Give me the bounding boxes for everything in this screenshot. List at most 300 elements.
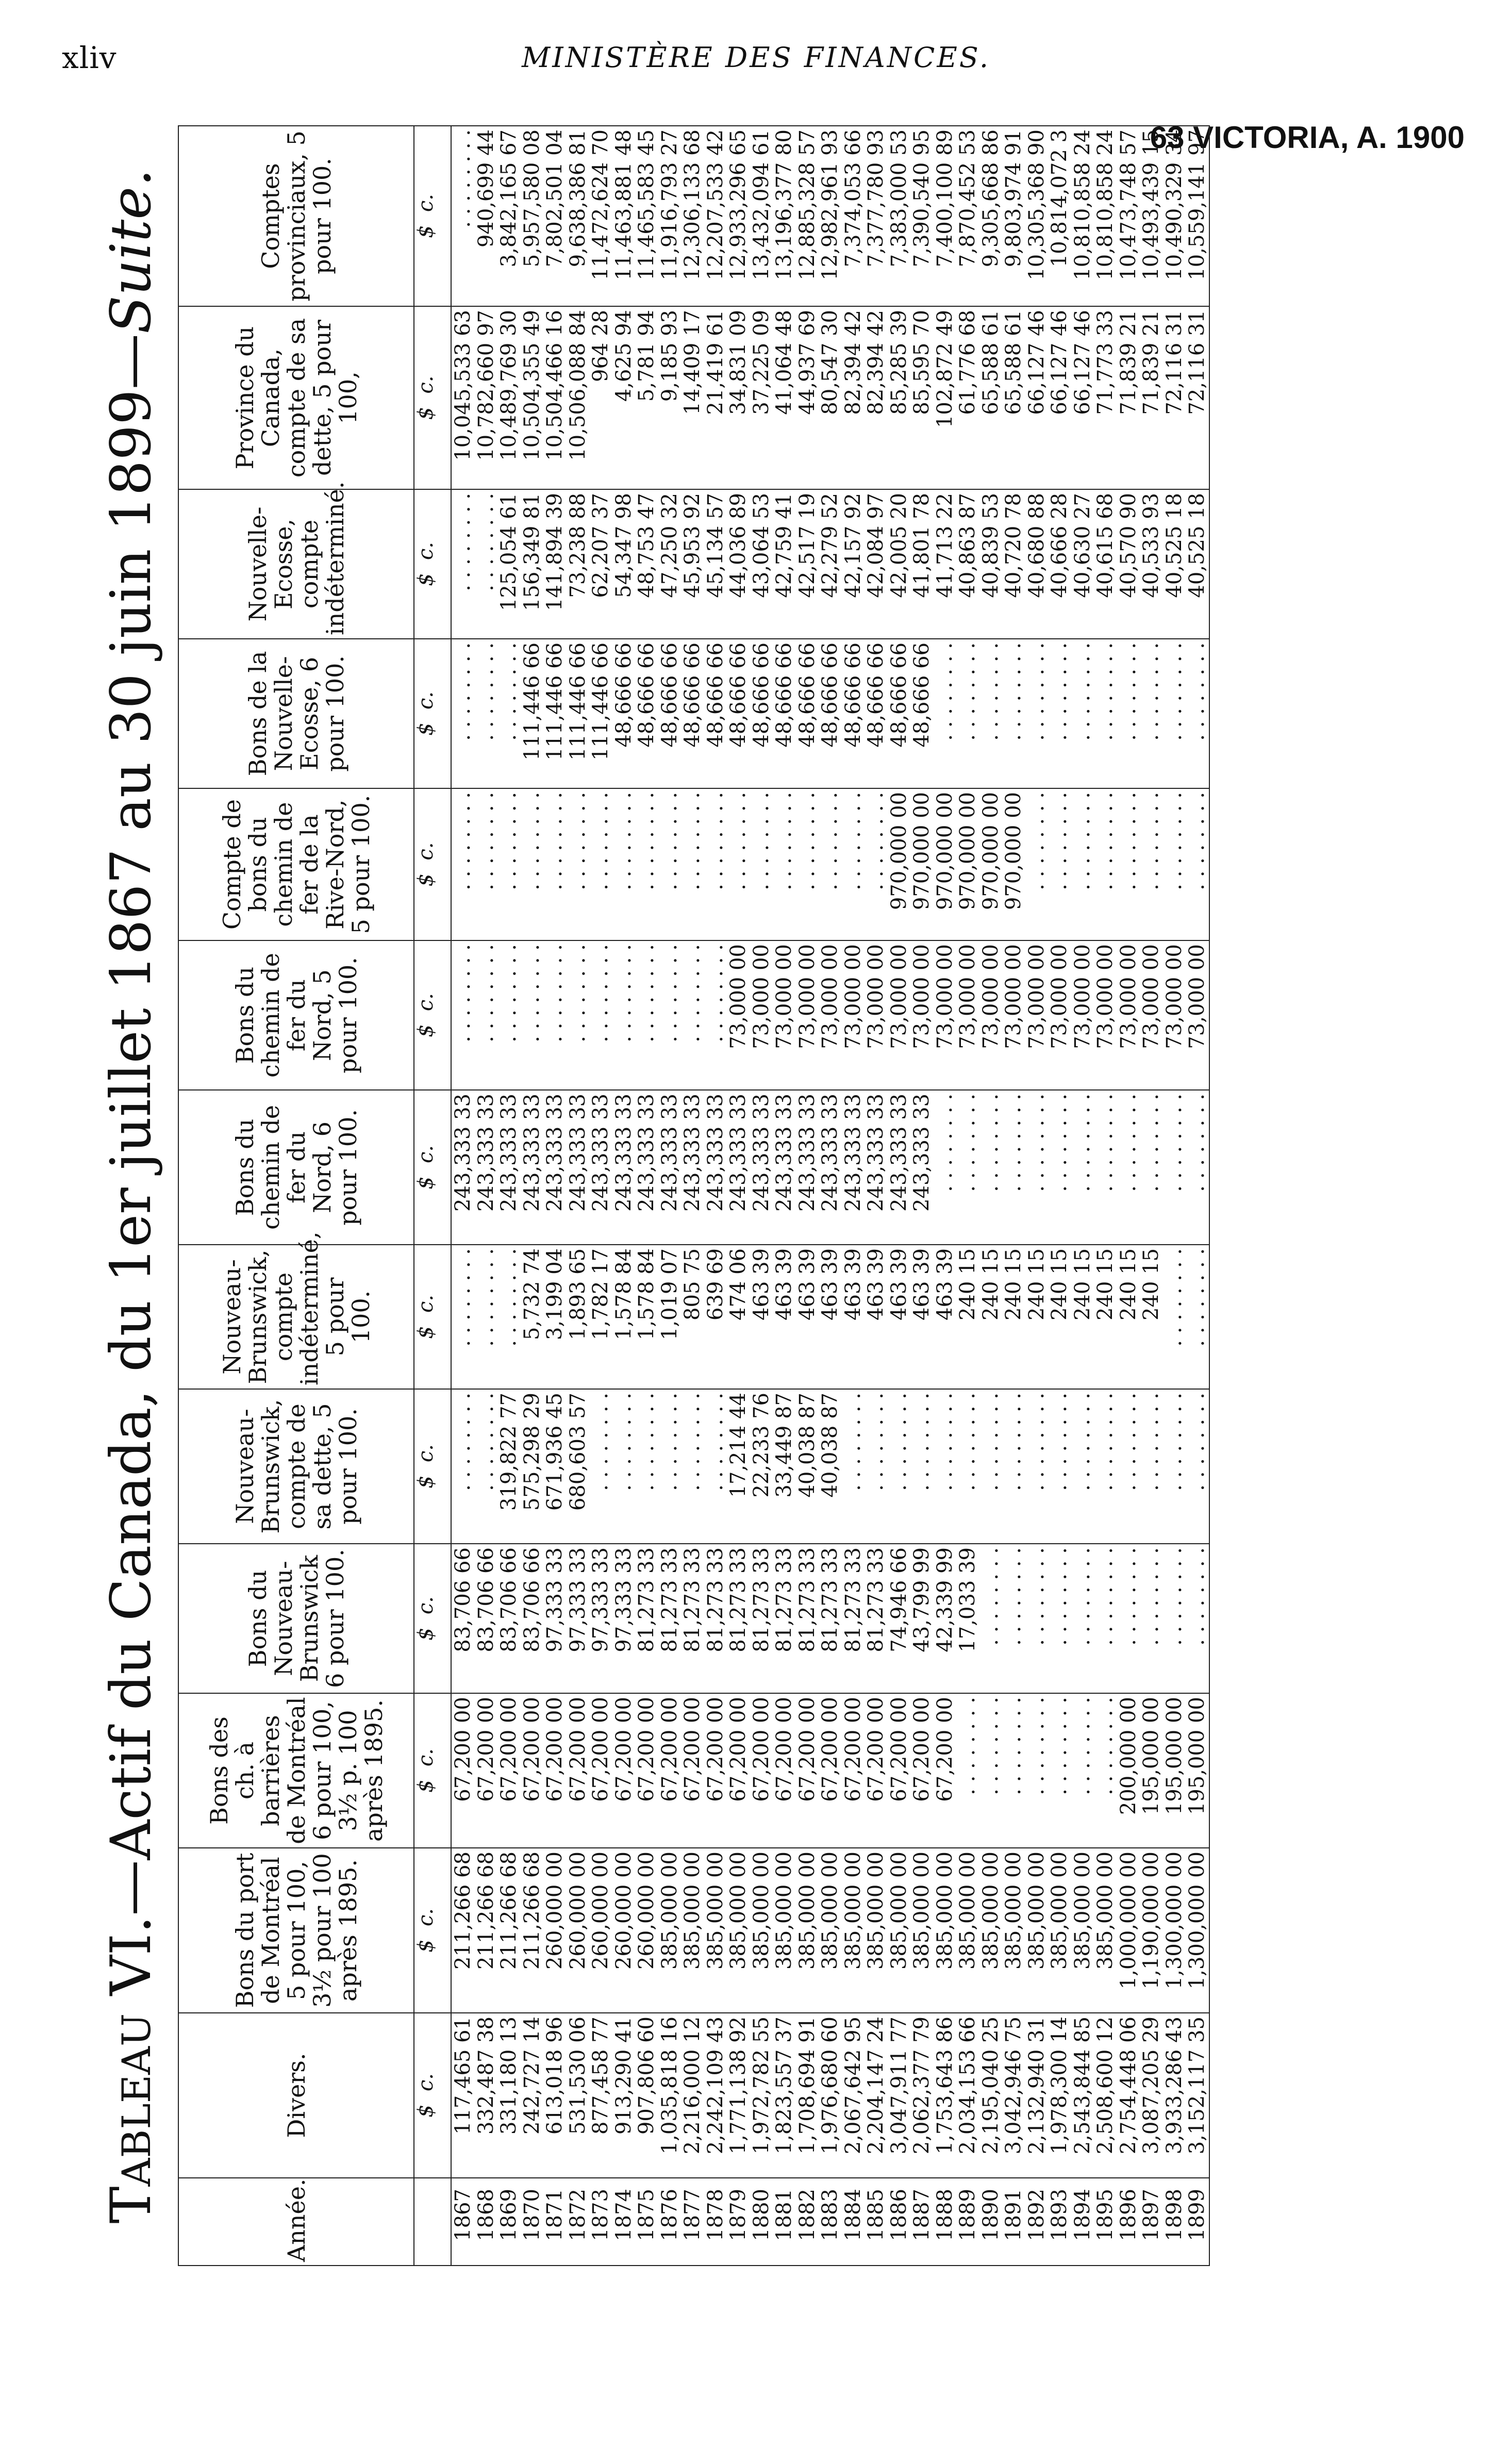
value-cell: . . . . . . . . [1002,1094,1025,1192]
value-cell: 21,419 61 [703,310,727,415]
value-cell: . . . . . . . . [1139,1547,1163,1646]
value-cell: 2,754,448 06 [1116,2017,1140,2155]
value-cell: 67,200 00 [474,1697,498,1802]
year-cell: 1869 [497,2189,521,2241]
value-cell: 73,238 88 [566,493,590,598]
rotated-table-block [93,126,1459,2266]
value-cell: 40,525 18 [1185,493,1209,598]
value-cell: 81,273 33 [772,1547,796,1652]
value-cell: 1,300,000 00 [1162,1852,1186,1990]
value-cell: 67,200 00 [910,1697,934,1802]
value-cell: 67,200 00 [749,1697,773,1802]
value-cell: 385,000 00 [657,1852,682,1970]
value-cell: 2,242,109 43 [703,2017,727,2155]
value-cell: 48,666 66 [749,642,773,748]
year-cell: 1892 [1024,2189,1049,2241]
value-cell: 970,000 00 [978,792,1003,911]
value-cell: 67,200 00 [841,1697,865,1802]
value-cell: 81,273 33 [795,1547,819,1652]
value-cell: . . . . . . . . [1070,1547,1094,1646]
value-cell: 83,706 66 [474,1547,498,1652]
value-cell: . . . . . . . . [978,1393,1003,1491]
value-cell: 81,273 33 [635,1547,658,1652]
value-cell: 463 39 [864,1248,888,1320]
value-cell: 9,638,386 81 [566,129,590,268]
value-cell: 10,506,088 84 [566,310,590,461]
value-cell: 54,347 98 [611,493,636,598]
units-cell: $ c. [414,1544,451,1693]
value-cell: . . . . . . . . [978,1547,1003,1646]
nord-6-column [451,1090,1209,1245]
value-cell: . . . . . . . . [451,1248,475,1347]
value-cell: 67,200 00 [864,1697,888,1802]
value-cell: 97,333 33 [566,1547,590,1652]
value-cell: 385,000 00 [1070,1852,1094,1970]
value-cell: 73,000 00 [1093,944,1117,1049]
value-cell: 97,333 33 [589,1547,612,1652]
value-cell: 111,446 66 [589,642,612,761]
value-cell: . . . . . . . . [1070,1094,1094,1192]
value-cell: 671,936 45 [543,1393,567,1511]
value-cell: 243,333 33 [474,1094,498,1212]
value-cell: 385,000 00 [1048,1852,1071,1970]
value-cell: 73,000 00 [864,944,888,1049]
value-cell: . . . . . . . . [1162,642,1186,741]
value-cell: . . . . . . . . [451,493,475,591]
units-cell: $ c. [414,1245,451,1389]
year-cell: 1879 [726,2189,750,2241]
value-cell: 1,300,000 00 [1185,1852,1209,1990]
value-cell: 970,000 00 [910,792,934,911]
value-cell: 243,333 33 [566,1094,590,1212]
value-cell: 48,666 66 [910,642,934,748]
value-cell: 67,200 00 [451,1697,475,1802]
value-cell: . . . . . . . . [933,642,957,741]
value-cell: 331,180 13 [497,2017,521,2135]
value-cell: . . . . . . . . [451,642,475,741]
value-cell: 111,446 66 [566,642,590,761]
value-cell: 385,000 00 [841,1852,865,1970]
value-cell: 67,200 00 [795,1697,819,1802]
value-cell: 66,127 46 [1070,310,1094,415]
value-cell: . . . . . . . . [1048,1393,1071,1491]
value-cell: 42,517 19 [795,493,819,598]
value-cell: 3,042,946 75 [1002,2017,1025,2155]
value-cell: . . . . . . . . [841,792,865,890]
value-cell: . . . . . . . . [1162,1248,1186,1347]
value-cell: 48,666 66 [726,642,750,748]
value-cell: . . . . . . . . [703,1393,727,1491]
value-cell: 463 39 [887,1248,911,1320]
value-cell: 240 15 [1139,1248,1163,1320]
value-cell: . . . . . . . . [680,1393,704,1491]
value-cell: 85,595 70 [910,310,934,415]
value-cell: 240 15 [956,1248,979,1320]
value-cell: 111,446 66 [543,642,567,761]
value-cell: 67,200 00 [497,1697,521,1802]
nord-5-column [451,940,1209,1090]
units-cell: $ c. [414,788,451,940]
value-cell: . . . . . . . . [933,1094,957,1192]
year-cell: 1887 [910,2189,934,2241]
value-cell: 243,333 33 [680,1094,704,1212]
value-cell: 385,000 00 [933,1852,957,1970]
value-cell: . . . . . . . . [956,1393,979,1491]
value-cell: . . . . . . . . [1162,792,1186,890]
value-cell: 73,000 00 [1024,944,1049,1049]
units-cell: $ c. [414,306,451,489]
value-cell: 40,038 87 [795,1393,819,1498]
value-cell: . . . . . . . . [1002,1547,1025,1646]
value-cell: 65,588 61 [1002,310,1025,415]
value-cell: . . . . . . . . [978,1094,1003,1192]
year-cell: 1897 [1139,2189,1163,2241]
value-cell: 11,463,881 48 [611,129,636,280]
value-cell: 83,706 66 [497,1547,521,1652]
value-cell: 3,087,205 29 [1139,2017,1163,2155]
value-cell: 125,054 61 [497,493,521,612]
value-cell: 243,333 33 [864,1094,888,1212]
value-cell: 680,603 57 [566,1393,590,1511]
value-cell: 73,000 00 [749,944,773,1049]
value-cell: . . . . . . . . [1139,792,1163,890]
value-cell: 243,333 33 [497,1094,521,1212]
value-cell: . . . . . . . . [451,129,475,228]
value-cell: 2,062,377 79 [910,2017,934,2155]
year-cell: 1898 [1162,2189,1186,2241]
value-cell: 48,666 66 [680,642,704,748]
value-cell: 48,666 66 [611,642,636,748]
value-cell: 42,084 97 [864,493,888,598]
col-head-port-montreal: Bons du port de Montréal 5 pour 100, 3½ pour 100 après 1895. [178,1848,414,2013]
units-cell: $ c. [414,2013,451,2178]
value-cell: . . . . . . . . [1139,1094,1163,1192]
year-cell: 1878 [703,2189,727,2241]
nb-indetermine-column [451,1245,1209,1389]
units-cell: $ c. [414,1693,451,1848]
value-cell: 73,000 00 [1002,944,1025,1049]
value-cell: . . . . . . . . [1093,1094,1117,1192]
value-cell: 44,937 69 [795,310,819,415]
value-cell: 2,067,642 95 [841,2017,865,2155]
value-cell: 73,000 00 [1116,944,1140,1049]
value-cell: 2,195,040 25 [978,2017,1003,2155]
value-cell: 81,273 33 [680,1547,704,1652]
value-cell: . . . . . . . . [1024,1547,1049,1646]
value-cell: 7,390,540 95 [910,129,934,268]
value-cell: 12,933,296 65 [726,129,750,280]
value-cell: 40,863 87 [956,493,979,598]
value-cell: 42,157 92 [841,493,865,598]
value-cell: 385,000 00 [818,1852,842,1970]
value-cell: 40,839 53 [978,493,1003,598]
value-cell: 877,458 77 [589,2017,612,2135]
value-cell: 243,333 33 [795,1094,819,1212]
value-cell: 43,064 53 [749,493,773,598]
value-cell: 463 39 [795,1248,819,1320]
nb-dette-column [451,1389,1209,1544]
value-cell: 531,530 06 [566,2017,590,2135]
value-cell: . . . . . . . . [703,944,727,1043]
value-cell: . . . . . . . . [635,792,658,890]
value-cell: 385,000 00 [680,1852,704,1970]
value-cell: . . . . . . . . [1116,1393,1140,1491]
value-cell: 81,273 33 [657,1547,682,1652]
col-head-province-canada: Province du Canada, compte de sa dette, 5 pour 100, [178,306,414,489]
value-cell: . . . . . . . . [978,642,1003,741]
value-cell: 48,753 47 [635,493,658,598]
value-cell: . . . . . . . . [864,792,888,890]
value-cell: . . . . . . . . [1162,1393,1186,1491]
value-cell: 385,000 00 [864,1852,888,1970]
value-cell: 242,727 14 [520,2017,544,2135]
value-cell: 5,781 94 [635,310,658,402]
value-cell: 67,200 00 [520,1697,544,1802]
value-cell: 67,200 00 [933,1697,957,1802]
value-cell: 385,000 00 [887,1852,911,1970]
value-cell: . . . . . . . . [1002,642,1025,741]
value-cell: 907,806 60 [635,2017,658,2135]
value-cell: 67,200 00 [543,1697,567,1802]
value-cell: . . . . . . . . [635,1393,658,1491]
value-cell: 67,200 00 [726,1697,750,1802]
value-cell: 211,266 68 [497,1852,521,1970]
value-cell: 71,839 21 [1116,310,1140,415]
value-cell: . . . . . . . . [657,792,682,890]
value-cell: . . . . . . . . [1048,1547,1071,1646]
value-cell: 11,916,793 27 [657,129,682,280]
units-cell: $ c. [414,940,451,1090]
col-head-bons-ne: Bons de la Nouvelle-Ecosse, 6 pour 100. [178,639,414,788]
value-cell: 40,680 88 [1024,493,1049,598]
value-cell: 1,578 84 [635,1248,658,1341]
value-cell: . . . . . . . . [1116,1547,1140,1646]
value-cell: . . . . . . . . [1048,792,1071,890]
value-cell: . . . . . . . . [1162,1547,1186,1646]
value-cell: . . . . . . . . [451,944,475,1043]
value-cell: 211,266 68 [520,1852,544,1970]
value-cell: 805 75 [680,1248,704,1320]
year-cell: 1885 [864,2189,888,2241]
value-cell: 117,465 61 [451,2017,475,2135]
value-cell: 7,400,100 89 [933,129,957,268]
value-cell: 80,547 30 [818,310,842,415]
value-cell: 3,152,117 35 [1185,2017,1209,2155]
year-cell: 1893 [1048,2189,1071,2241]
value-cell: . . . . . . . . [474,493,498,591]
col-head-barrieres-montreal: Bons des ch. à barrières de Montréal 6 pour 100, 3½ p. 100 après 1895. [178,1693,414,1848]
port-montreal-column [451,1848,1209,2013]
value-cell: 48,666 66 [841,642,865,748]
value-cell: 81,273 33 [818,1547,842,1652]
value-cell: 41,713 22 [933,493,957,598]
value-cell: 73,000 00 [726,944,750,1049]
value-cell: 11,465,583 45 [635,129,658,280]
value-cell: 67,200 00 [611,1697,636,1802]
rive-nord-column [451,788,1209,940]
page-folio: xliv [62,40,117,75]
value-cell: 48,666 66 [864,642,888,748]
value-cell: . . . . . . . . [864,1393,888,1491]
value-cell: 1,578 84 [611,1248,636,1341]
value-cell: . . . . . . . . [818,792,842,890]
col-head-annee: Année. [178,2178,414,2266]
value-cell: 47,250 32 [657,493,682,598]
value-cell: 81,273 33 [864,1547,888,1652]
value-cell: 10,504,466 16 [543,310,567,461]
value-cell: 385,000 00 [726,1852,750,1970]
table-title [93,126,170,2266]
value-cell: 73,000 00 [1139,944,1163,1049]
running-head: MINISTÈRE DES FINANCES. [521,41,990,74]
value-cell: 97,333 33 [543,1547,567,1652]
value-cell: . . . . . . . . [1093,1393,1117,1491]
value-cell: 43,799 99 [910,1547,934,1652]
units-cell: $ c. [414,639,451,788]
value-cell: . . . . . . . . [543,944,567,1043]
value-cell: 613,018 96 [543,2017,567,2135]
value-cell: 45,134 57 [703,493,727,598]
value-cell: . . . . . . . . [589,944,612,1043]
value-cell: . . . . . . . . [497,642,521,741]
value-cell: 1,771,138 92 [726,2017,750,2155]
value-cell: 7,870,452 53 [956,129,979,268]
header-row [178,126,414,2266]
value-cell: . . . . . . . . [1048,1697,1071,1795]
value-cell: . . . . . . . . [474,1393,498,1491]
value-cell: 41,064 48 [772,310,796,415]
value-cell: 260,000 00 [566,1852,590,1970]
value-cell: 243,333 33 [841,1094,865,1212]
bons-nb-column [451,1544,1209,1693]
value-cell: 9,803,974 91 [1002,129,1025,268]
value-cell: 639 69 [703,1248,727,1320]
value-cell: 1,893 65 [566,1248,590,1341]
value-cell: . . . . . . . . [497,944,521,1043]
value-cell: 42,005 20 [887,493,911,598]
value-cell: 73,000 00 [1185,944,1209,1049]
value-cell: 67,200 00 [703,1697,727,1802]
value-cell: . . . . . . . . [1048,1094,1071,1192]
value-cell: 67,200 00 [680,1697,704,1802]
value-cell: 44,036 89 [726,493,750,598]
value-cell: . . . . . . . . [589,792,612,890]
value-cell: 463 39 [841,1248,865,1320]
value-cell: 10,045,533 63 [451,310,475,461]
year-cell: 1884 [841,2189,865,2241]
value-cell: 73,000 00 [818,944,842,1049]
col-head-divers: Divers. [178,2013,414,2178]
col-head-ne-indetermine: Nouvelle-Ecosse, compte indéterminé. [178,489,414,639]
year-cell: 1880 [749,2189,773,2241]
value-cell: . . . . . . . . [611,944,636,1043]
value-cell: 83,706 66 [520,1547,544,1652]
value-cell: . . . . . . . . [566,944,590,1043]
value-cell: 41,801 78 [910,493,934,598]
value-cell: . . . . . . . . [749,792,773,890]
value-cell: 1,782 17 [589,1248,612,1341]
value-cell: 240 15 [1048,1248,1071,1320]
value-cell: 10,490,329 34 [1162,129,1186,280]
value-cell: 97,333 33 [611,1547,636,1652]
units-cell: $ c. [414,126,451,306]
value-cell: 5,732 74 [520,1248,544,1341]
value-cell: 211,266 68 [474,1852,498,1970]
value-cell: 73,000 00 [841,944,865,1049]
value-cell: 240 15 [978,1248,1003,1320]
value-cell: 195,000 00 [1185,1697,1209,1815]
year-cell: 1870 [520,2189,544,2241]
value-cell: 48,666 66 [657,642,682,748]
value-cell: 37,225 09 [749,310,773,415]
value-cell: 1,708,694 91 [795,2017,819,2155]
value-cell: 9,305,668 86 [978,129,1003,268]
value-cell: . . . . . . . . [933,1393,957,1491]
value-cell: 240 15 [1116,1248,1140,1320]
value-cell: 22,233 76 [749,1393,773,1498]
value-cell: . . . . . . . . [1185,1094,1209,1192]
value-cell: 73,000 00 [795,944,819,1049]
value-cell: 83,706 66 [451,1547,475,1652]
value-cell: . . . . . . . . [910,1393,934,1491]
value-cell: 1,035,818 16 [657,2017,682,2155]
value-cell: . . . . . . . . [451,1393,475,1491]
value-cell: 10,810,858 24 [1093,129,1117,280]
value-cell: . . . . . . . . [497,792,521,890]
value-cell: . . . . . . . . [726,792,750,890]
value-cell: 463 39 [933,1248,957,1320]
value-cell: 243,333 33 [726,1094,750,1212]
value-cell: . . . . . . . . [1048,642,1071,741]
col-head-rive-nord: Compte de bons du chemin de fer de la Rive-Nord, 5 pour 100. [178,788,414,940]
value-cell: 240 15 [1002,1248,1025,1320]
value-cell: 211,266 68 [451,1852,475,1970]
value-cell: 17,214 44 [726,1393,750,1498]
value-cell: 1,019 07 [657,1248,682,1341]
year-cell: 1888 [933,2189,957,2241]
value-cell: 3,842,165 67 [497,129,521,268]
year-cell: 1896 [1116,2189,1140,2241]
value-cell: . . . . . . . . [1116,1094,1140,1192]
value-cell: 970,000 00 [956,792,979,911]
value-cell: 243,333 33 [772,1094,796,1212]
year-cell: 1886 [887,2189,911,2241]
value-cell: 2,508,600 12 [1093,2017,1117,2155]
col-head-nord-6: Bons du chemin de fer du Nord, 6 pour 100. [178,1090,414,1245]
year-cell: 1875 [635,2189,658,2241]
barrieres-column [451,1693,1209,1848]
value-cell: 2,204,147 24 [864,2017,888,2155]
value-cell: 243,333 33 [451,1094,475,1212]
session-label: 63 VICTORIA, A. 1900 [1150,120,1465,155]
bons-ne-column [451,639,1209,788]
value-cell: . . . . . . . . [1116,642,1140,741]
value-cell: 48,666 66 [818,642,842,748]
value-cell: 42,759 41 [772,493,796,598]
value-cell: 385,000 00 [772,1852,796,1970]
value-cell: 474 06 [726,1248,750,1320]
col-head-bons-nb: Bons du Nouveau-Brunswick 6 pour 100. [178,1544,414,1693]
value-cell: 45,953 92 [680,493,704,598]
value-cell: . . . . . . . . [635,944,658,1043]
value-cell: 195,000 00 [1139,1697,1163,1815]
value-cell: 40,720 78 [1002,493,1025,598]
value-cell: . . . . . . . . [1139,1393,1163,1491]
value-cell: 12,207,533 42 [703,129,727,280]
value-cell: 81,273 33 [726,1547,750,1652]
table-title-suite: Suite. [99,169,163,334]
value-cell: 243,333 33 [611,1094,636,1212]
